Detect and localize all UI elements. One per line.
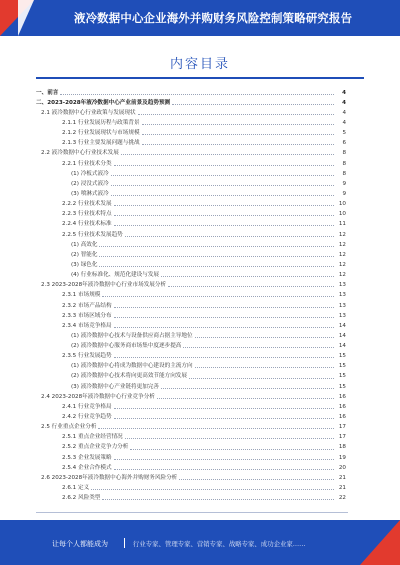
toc-entry[interactable] <box>36 370 346 380</box>
toc-entry[interactable] <box>36 431 346 441</box>
toc-entry[interactable] <box>36 167 346 177</box>
toc-entry-page: 16 <box>338 403 346 410</box>
toc-entry-title: (3) 喷淋式液冷 <box>71 190 109 197</box>
toc-entry-title: (2) 智能化 <box>71 251 98 258</box>
toc-entry-page: 9 <box>342 190 346 197</box>
toc-entry-title: 2.3.2 市场产品结构 <box>62 302 112 309</box>
toc-entry-page: 14 <box>338 332 346 339</box>
toc-entry-page: 18 <box>338 444 346 451</box>
toc-entry-page: 15 <box>338 383 346 390</box>
toc-leader-dots <box>179 479 334 480</box>
toc-entry-page: 10 <box>338 211 346 218</box>
toc-entry[interactable] <box>36 86 346 96</box>
toc-entry[interactable] <box>36 187 346 197</box>
toc-entry[interactable] <box>36 451 346 461</box>
toc-leader-dots <box>121 154 334 155</box>
toc-entry[interactable] <box>36 481 346 491</box>
toc-entry-title: 2.4 2023-2028年液冷数据中心行业竞争分析 <box>41 393 155 400</box>
toc-entry-page: 22 <box>338 495 346 502</box>
toc-leader-dots <box>99 246 334 247</box>
toc-entry-page: 15 <box>338 373 346 380</box>
toc-entry[interactable] <box>36 248 346 258</box>
toc-leader-dots <box>114 225 334 226</box>
toc-entry-page: 15 <box>338 353 346 360</box>
toc-leader-dots <box>138 114 334 115</box>
footer-banner <box>0 520 400 565</box>
toc-entry-title: 2.1.2 行业发展现状与市场规模 <box>62 130 140 137</box>
toc-entry[interactable] <box>36 198 346 208</box>
toc-entry-title: 2.6 2023-2028年液冷数据中心海外并购财务风险分析 <box>41 474 178 481</box>
toc-entry[interactable] <box>36 258 346 268</box>
toc-leader-dots <box>114 205 334 206</box>
toc-entry-page: 16 <box>338 393 346 400</box>
toc-leader-dots <box>114 469 334 470</box>
header-banner <box>0 0 400 36</box>
toc-entry[interactable] <box>36 116 346 126</box>
toc-entry-title: 2.3.1 市场规模 <box>62 292 101 299</box>
toc-entry[interactable] <box>36 106 346 116</box>
toc-entry-page: 8 <box>342 150 346 157</box>
toc-entry-page: 10 <box>338 201 346 208</box>
toc-entry[interactable] <box>36 461 346 471</box>
toc-entry-title: 2.1.1 行业发展历程与政策背景 <box>62 119 140 126</box>
toc-entry[interactable] <box>36 147 346 157</box>
toc-entry-title: 2.1.3 行业主要发展问题与挑战 <box>62 140 140 147</box>
toc-entry-page: 6 <box>342 140 346 147</box>
toc-leader-dots <box>183 347 334 348</box>
toc-entry-page: 13 <box>338 292 346 299</box>
toc-entry[interactable] <box>36 309 346 319</box>
toc-entry-page: 9 <box>342 180 346 187</box>
toc-entry-title: 2.2 液冷数据中心行业技术发展 <box>41 150 119 157</box>
toc-entry-page: 17 <box>338 424 346 431</box>
toc-entry-title: 一、前言 <box>36 89 59 96</box>
toc-entry[interactable] <box>36 96 346 106</box>
toc-leader-dots <box>157 398 334 399</box>
toc-entry-title: (1) 冷板式液冷 <box>71 170 109 177</box>
toc-entry-title: 2.5.3 企业发展策略 <box>62 454 112 461</box>
toc-entry-title: (1) 液冷数据中心技术与设备供应商占据主导地位 <box>71 332 193 339</box>
toc-entry-page: 4 <box>342 119 346 126</box>
toc-entry[interactable] <box>36 329 346 339</box>
toc-entry-page: 8 <box>342 160 346 167</box>
toc-entry[interactable] <box>36 319 346 329</box>
toc-entry[interactable] <box>36 390 346 400</box>
toc-heading: 内容目录 <box>169 57 230 72</box>
toc-entry-page: 17 <box>338 434 346 441</box>
toc-leader-dots <box>125 438 334 439</box>
table-of-contents <box>36 86 346 502</box>
toc-entry[interactable] <box>36 380 346 390</box>
toc-entry[interactable] <box>36 492 346 502</box>
toc-leader-dots <box>161 388 334 389</box>
toc-entry[interactable] <box>36 289 346 299</box>
toc-entry-page: 12 <box>338 231 346 238</box>
toc-entry-title: (1) 高效化 <box>71 241 98 248</box>
toc-leader-dots <box>130 449 334 450</box>
toc-entry-title: 2.6.2 风险类型 <box>62 495 101 502</box>
red-corner-decoration <box>360 520 400 565</box>
toc-entry-page: 15 <box>338 363 346 370</box>
toc-entry-page: 8 <box>342 170 346 177</box>
toc-entry[interactable] <box>36 279 346 289</box>
toc-entry[interactable] <box>36 127 346 137</box>
toc-leader-dots <box>114 327 334 328</box>
toc-entry-title: 2.5.2 重点企业竞争力分析 <box>62 444 129 451</box>
toc-divider <box>36 77 364 79</box>
toc-entry-page: 12 <box>338 241 346 248</box>
toc-leader-dots <box>111 175 334 176</box>
toc-entry[interactable] <box>36 157 346 167</box>
toc-leader-dots <box>195 337 334 338</box>
white-stripe-decoration <box>18 0 34 36</box>
toc-leader-dots <box>125 236 334 237</box>
toc-entry[interactable] <box>36 441 346 451</box>
bottom-divider <box>36 512 348 513</box>
toc-leader-dots <box>98 428 334 429</box>
toc-entry-title: 2.2.4 行业技术标准 <box>62 221 112 228</box>
toc-entry[interactable] <box>36 218 346 228</box>
toc-entry-page: 13 <box>338 302 346 309</box>
toc-entry-page: 12 <box>338 251 346 258</box>
toc-entry-title: 2.2.2 行业技术发展 <box>62 201 112 208</box>
toc-entry-title: (2) 浸没式液冷 <box>71 180 109 187</box>
toc-entry[interactable] <box>36 421 346 431</box>
toc-entry[interactable] <box>36 137 346 147</box>
toc-entry-title: 2.1 液冷数据中心行业政策与发展现状 <box>41 109 136 116</box>
toc-leader-dots <box>114 357 334 358</box>
toc-leader-dots <box>195 367 334 368</box>
toc-leader-dots <box>99 256 334 257</box>
toc-entry[interactable] <box>36 269 346 279</box>
toc-entry-title: 2.3.5 行业发展趋势 <box>62 353 112 360</box>
toc-entry-page: 21 <box>338 485 346 492</box>
toc-entry-page: 13 <box>338 312 346 319</box>
toc-entry-page: 13 <box>338 282 346 289</box>
toc-entry-page: 19 <box>338 454 346 461</box>
toc-entry[interactable] <box>36 340 346 350</box>
toc-leader-dots <box>91 489 334 490</box>
toc-entry[interactable] <box>36 177 346 187</box>
toc-entry[interactable] <box>36 350 346 360</box>
report-title: 液冷数据中心企业海外并购财务风险控制策略研究报告 <box>74 11 353 25</box>
footer-tags: 行业专家、管理专家、营销专家、战略专家、成功企业家…… <box>133 540 306 548</box>
toc-leader-dots <box>142 124 334 125</box>
toc-entry-title: (2) 液冷数据中心服务商市场集中度逐步提高 <box>71 343 182 350</box>
toc-entry-page: 14 <box>338 322 346 329</box>
toc-leader-dots <box>114 165 334 166</box>
toc-entry-page: 21 <box>338 474 346 481</box>
toc-entry-title: 2.4.1 行业竞争格局 <box>62 403 112 410</box>
toc-entry-page: 12 <box>338 261 346 268</box>
toc-entry[interactable] <box>36 299 346 309</box>
toc-entry-page: 11 <box>338 221 346 228</box>
toc-leader-dots <box>168 286 334 287</box>
toc-entry-page: 4 <box>342 109 346 116</box>
toc-entry-title: 2.5.4 企业合作模式 <box>62 464 112 471</box>
toc-leader-dots <box>111 185 334 186</box>
toc-entry[interactable] <box>36 228 346 238</box>
toc-entry[interactable] <box>36 208 346 218</box>
toc-entry[interactable] <box>36 238 346 248</box>
toc-leader-dots <box>114 307 334 308</box>
toc-entry-page: 4 <box>342 99 346 106</box>
toc-entry[interactable] <box>36 411 346 421</box>
toc-leader-dots <box>161 276 334 277</box>
footer-separator <box>124 538 125 548</box>
toc-leader-dots <box>111 195 334 196</box>
toc-leader-dots <box>60 94 334 95</box>
toc-leader-dots <box>99 266 334 267</box>
toc-entry-title: 2.6.1 定义 <box>62 485 90 492</box>
toc-entry[interactable] <box>36 471 346 481</box>
toc-leader-dots <box>142 144 334 145</box>
toc-entry-page: 16 <box>338 414 346 421</box>
toc-entry[interactable] <box>36 360 346 370</box>
toc-entry-title: 2.3 2023-2028年液冷数据中心行业市场发展分析 <box>41 282 167 289</box>
toc-entry-page: 5 <box>342 130 346 137</box>
toc-entry-title: (3) 液冷数据中心产业链将更加完善 <box>71 383 160 390</box>
toc-leader-dots <box>142 134 334 135</box>
toc-entry[interactable] <box>36 400 346 410</box>
toc-entry-title: 2.2.1 行业技术分类 <box>62 160 112 167</box>
toc-entry-title: (3) 绿色化 <box>71 261 98 268</box>
toc-entry-title: 2.4.2 行业竞争趋势 <box>62 414 112 421</box>
toc-entry-title: (1) 液冷数据中心将成为数据中心建设的主流方向 <box>71 363 193 370</box>
toc-entry-page: 4 <box>342 89 346 96</box>
toc-leader-dots <box>114 317 334 318</box>
toc-leader-dots <box>172 104 334 105</box>
toc-leader-dots <box>114 459 334 460</box>
toc-leader-dots <box>114 215 334 216</box>
toc-entry-title: 2.3.3 市场区域分布 <box>62 312 112 319</box>
toc-entry-title: 2.2.5 行业技术发展趋势 <box>62 231 123 238</box>
footer-slogan: 让每个人都能成为 <box>52 540 108 548</box>
toc-entry-title: (4) 行业标准化、规范化建设与发展 <box>71 272 160 279</box>
toc-entry-page: 14 <box>338 343 346 350</box>
toc-leader-dots <box>102 499 334 500</box>
toc-entry-title: 2.3.4 市场竞争格局 <box>62 322 112 329</box>
toc-leader-dots <box>102 296 334 297</box>
toc-entry-page: 12 <box>338 272 346 279</box>
toc-leader-dots <box>189 378 334 379</box>
toc-leader-dots <box>114 418 334 419</box>
toc-entry-title: 2.5 行业重点企业分析 <box>41 424 97 431</box>
toc-entry-title: 2.5.1 重点企业经营情况 <box>62 434 123 441</box>
toc-entry-page: 20 <box>338 464 346 471</box>
toc-entry-title: (2) 液冷数据中心技术将向更高效节能方向发展 <box>71 373 187 380</box>
toc-entry-title: 2.2.3 行业技术特点 <box>62 211 112 218</box>
toc-leader-dots <box>114 408 334 409</box>
toc-entry-title: 二、2023-2028年液冷数据中心产业前景及趋势预测 <box>36 99 171 106</box>
